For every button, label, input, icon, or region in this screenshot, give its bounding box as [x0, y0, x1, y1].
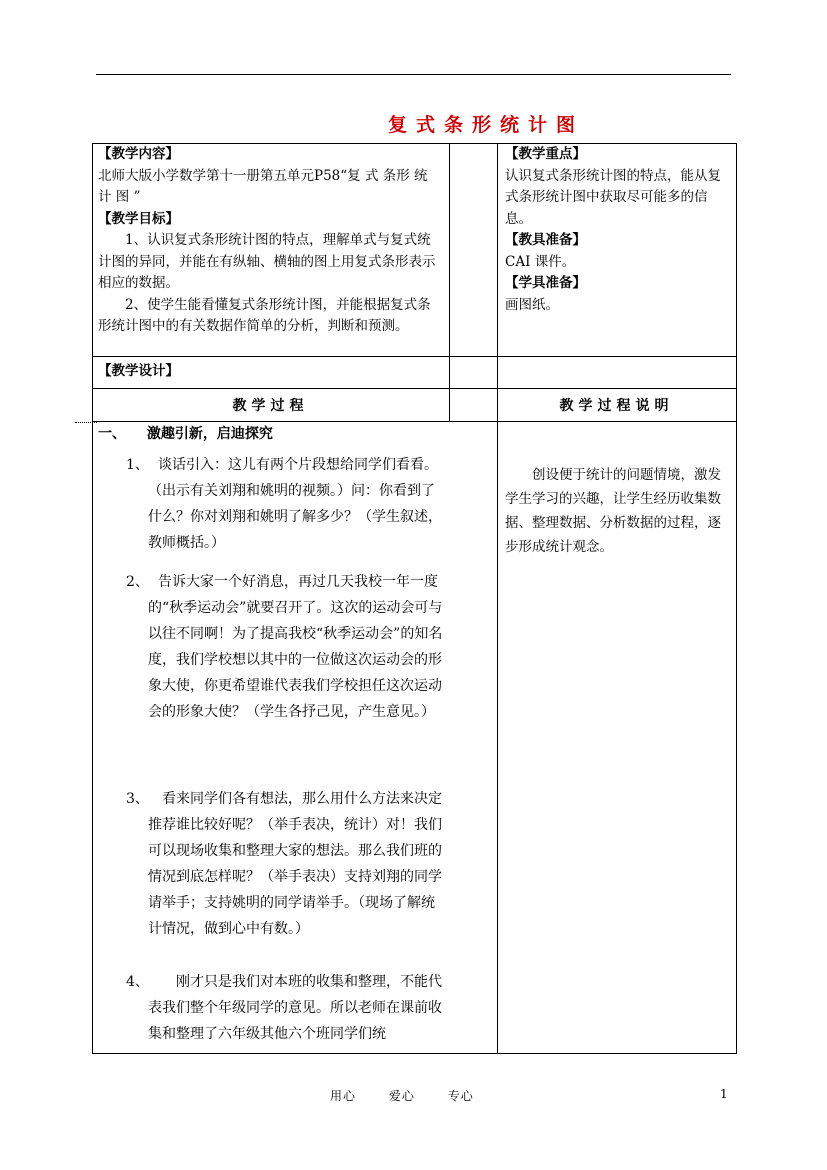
- goals-heading: 【教学目标】: [98, 210, 179, 227]
- step-number: 3、: [126, 791, 149, 807]
- step-number: 4、: [126, 974, 149, 990]
- student-heading: 【学具准备】: [505, 275, 586, 291]
- goal-1: 1、认识复式条形统计图的特点，理解单式与复式统计图的异同，并能在有纵轴、横轴的图上用复式条形表示相应的数据。: [98, 232, 436, 291]
- step-4: [126, 969, 446, 1047]
- section-1-number: 一、: [98, 426, 126, 442]
- step-text: 刚才只是我们对本班的收集和整理，不能代表我们整个年级同学的意见。所以老师在课前收集和整理了六年级其他六个班同学们统: [148, 974, 442, 1042]
- content-heading: 【教学内容】: [98, 146, 179, 162]
- footer-item: 专心: [447, 1089, 474, 1103]
- footer-item: 用心: [330, 1089, 357, 1103]
- tools-text: CAI 课件。: [505, 253, 576, 270]
- step-1: [126, 452, 446, 556]
- top-right-cell: [505, 144, 731, 316]
- footer-item: 爱心: [388, 1089, 415, 1103]
- page-title: 复式条形统计图: [388, 114, 585, 136]
- key-text: 认识复式条形统计图的特点，能从复式条形统计图中获取尽可能多的信息。: [505, 167, 721, 227]
- section-1-heading: [98, 424, 273, 446]
- step-2: [126, 569, 446, 725]
- page-number: 1: [720, 1087, 728, 1101]
- goal-2: 2、使学生能看懂复式条形统计图，并能根据复式条形统计图中的有关数据作简单的分析，判断和预测。: [98, 296, 431, 334]
- column-header-process: 教学过程: [232, 398, 309, 414]
- step-3: [126, 786, 446, 942]
- top-left-cell: [98, 144, 443, 338]
- key-heading: 【教学重点】: [505, 146, 586, 162]
- process-explanation: 创设便于统计的问题情境，激发学生学习的兴趣，让学生经历收集数据、整理数据、分析数据的过程，逐步形成统计观念。: [505, 467, 721, 555]
- footer: [330, 1087, 502, 1104]
- student-text: 画图纸。: [505, 296, 559, 313]
- step-number: 2、: [126, 574, 149, 590]
- step-text: 看来同学们各有想法，那么用什么方法来决定推荐谁比较好呢？（举手表决，统计）对！我们可以现场收集和整理大家的想法。那么我们班的情况到底怎样呢？（举手表决）支持刘翔的同学请举手；支持姚明的同学请举手。（现场了解统计情况，做到心中有数。）: [148, 791, 442, 937]
- step-text: 告诉大家一个好消息，再过几天我校一年一度的“秋季运动会”就要召开了。这次的运动会可与以往不同啊！为了提高我校“秋季运动会”的知名度，我们学校想以其中的一位做这次运动会的形象大使，你更希望谁代表我们学校担任这次运动会的形象大使？（学生各抒己见，产生意见。）: [148, 574, 443, 720]
- design-label: 【教学设计】: [98, 363, 179, 379]
- content-text: 北师大版小学数学第十一册第五单元P58“复 式 条形 统 计 图 ”: [98, 167, 428, 205]
- section-1-label: 激趣引新，启迪探究: [146, 426, 273, 442]
- tools-heading: 【教具准备】: [505, 232, 586, 248]
- step-text: 谈话引入：这儿有两个片段想给同学们看看。（出示有关刘翔和姚明的视频。）问：你看到了什么？你对刘翔和姚明了解多少？（学生叙述，教师概括。）: [148, 457, 442, 551]
- step-number: 1、: [126, 457, 149, 473]
- header-rule: [96, 74, 731, 75]
- column-header-explain: 教学过程说明: [559, 398, 674, 414]
